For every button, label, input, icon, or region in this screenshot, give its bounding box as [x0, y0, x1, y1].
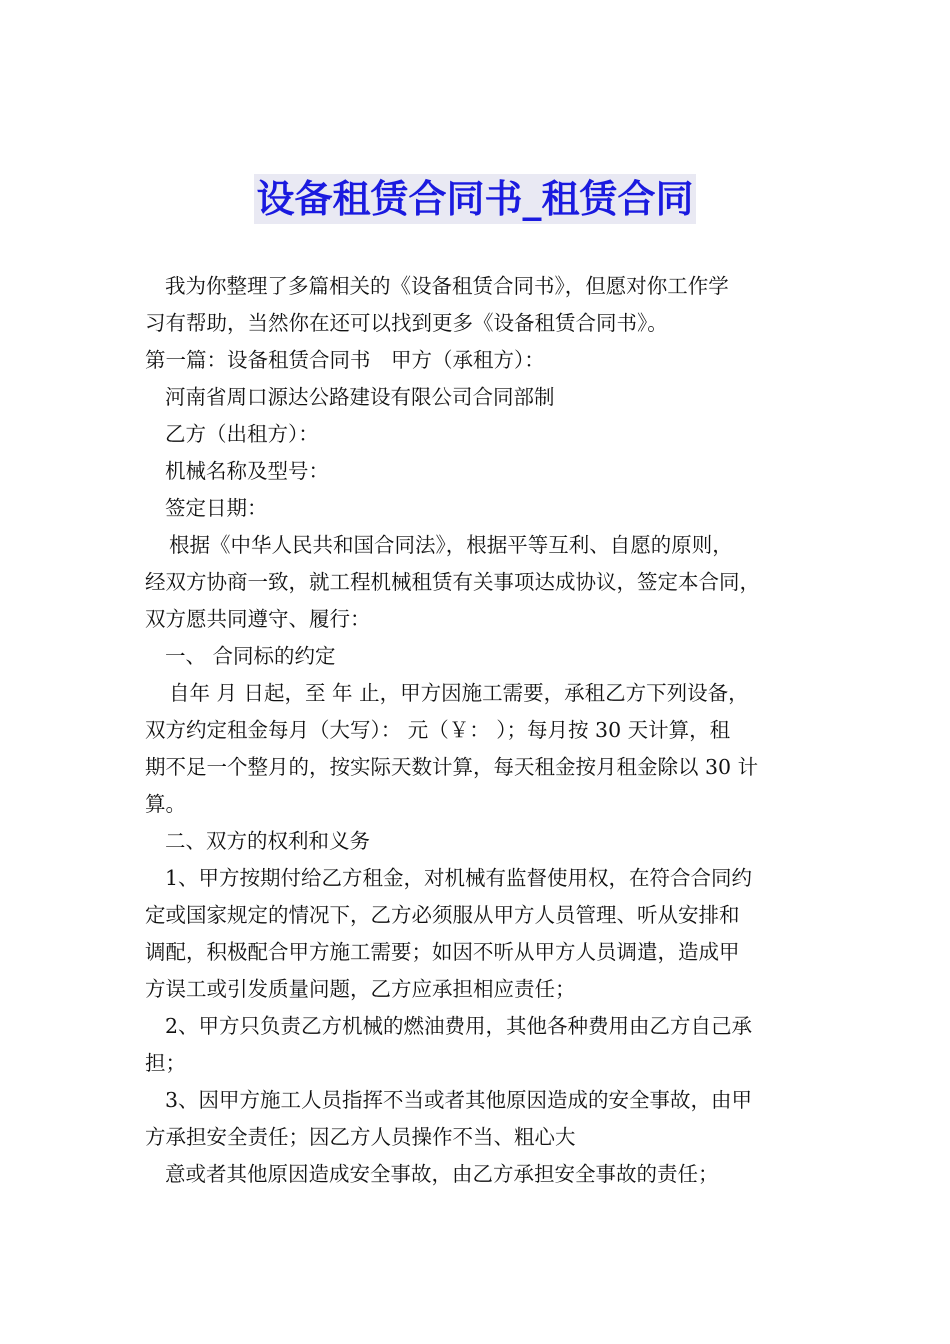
document-body — [145, 268, 825, 1193]
title-container — [0, 174, 950, 224]
paragraph-line: 自年 月 日起，至 年 止，甲方因施工需要，承租乙方下列设备， — [169, 681, 749, 705]
paragraph-line: 习有帮助，当然你在还可以找到更多《设备租赁合同书》。 — [145, 311, 668, 335]
paragraph-line: 双方约定租金每月（大写）： 元（￥： ）；每月按 30 天计算，租 — [145, 718, 731, 742]
paragraph-line: 期不足一个整月的，按实际天数计算，每天租金按月租金除以 30 计 — [145, 755, 759, 779]
paragraph-line: 河南省周口源达公路建设有限公司合同部制 — [165, 385, 555, 409]
paragraph-line: 乙方（出租方）： — [165, 422, 319, 446]
paragraph-line: 定或国家规定的情况下，乙方必须服从甲方人员管理、听从安排和 — [145, 903, 740, 927]
paragraph-line: 方承担安全责任；因乙方人员操作不当、粗心大 — [145, 1125, 576, 1149]
paragraph-line: 3、因甲方施工人员指挥不当或者其他原因造成的安全事故，由甲 — [165, 1088, 753, 1112]
paragraph-line: 我为你整理了多篇相关的《设备租赁合同书》，但愿对你工作学 — [165, 274, 729, 298]
section-heading: 二、双方的权利和义务 — [165, 829, 370, 853]
paragraph-line: 1、甲方按期付给乙方租金，对机械有监督使用权，在符合合同约 — [165, 866, 753, 890]
paragraph-line: 算。 — [145, 792, 186, 816]
paragraph-line: 调配，积极配合甲方施工需要；如因不听从甲方人员调遣，造成甲 — [145, 940, 740, 964]
paragraph-line: 机械名称及型号： — [165, 459, 329, 483]
document-title: 设备租赁合同书_租赁合同 — [254, 174, 695, 224]
paragraph-line: 根据《中华人民共和国合同法》，根据平等互利、自愿的原则， — [169, 533, 733, 557]
paragraph-line: 方误工或引发质量问题，乙方应承担相应责任； — [145, 977, 576, 1001]
paragraph-line: 2、甲方只负责乙方机械的燃油费用，其他各种费用由乙方自己承 — [165, 1014, 753, 1038]
paragraph-line: 双方愿共同遵守、履行： — [145, 607, 371, 631]
paragraph-line: 经双方协商一致，就工程机械租赁有关事项达成协议，签定本合同， — [145, 570, 760, 594]
paragraph-line: 第一篇：设备租赁合同书 甲方（承租方）： — [145, 348, 545, 372]
section-heading: 一、 合同标的约定 — [165, 644, 336, 668]
paragraph-line: 担； — [145, 1051, 186, 1075]
paragraph-line: 意或者其他原因造成安全事故，由乙方承担安全事故的责任； — [165, 1162, 719, 1186]
paragraph-line: 签定日期： — [165, 496, 268, 520]
